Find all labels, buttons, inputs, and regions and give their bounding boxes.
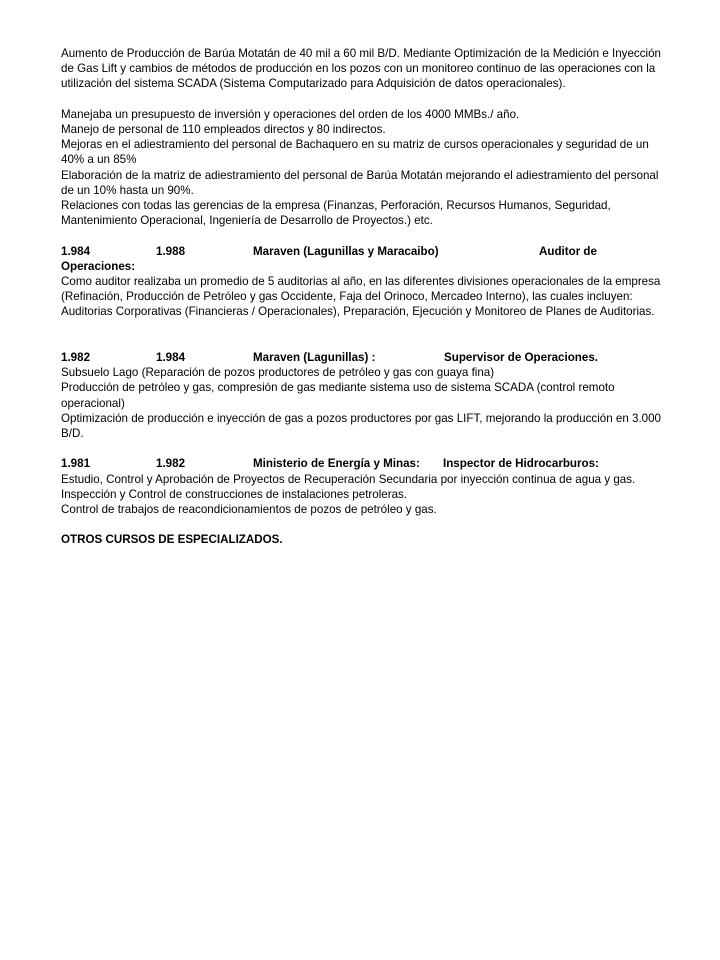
job-header-auditor — [61, 244, 671, 259]
intro-paragraph-staff: Manejo de personal de 110 empleados directos y 80 indirectos. — [61, 123, 386, 136]
job-description-line: Producción de petróleo y gas, compresión de gas mediante sistema uso de sistema SCADA (control remoto operacional) — [61, 381, 615, 410]
job-company: Ministerio de Energía y Minas: — [253, 457, 420, 471]
job-end-year: 1.988 — [156, 244, 186, 258]
job-description: Como auditor realizaba un promedio de 5 auditorias al año, en las diferentes divisiones operacionales de la empresa (Refinación, Producción de Petróleo y gas Occidente, Faja del Orinoco, Mercadeo Interno), las cuales incluyen: Auditorias Corporativas (Financieras / Operacionales), Preparación, Ejecución y Monitoreo de Planes de Auditorias. — [61, 275, 661, 319]
job-role: Supervisor de Operaciones. — [444, 350, 598, 364]
job-description-line: Subsuelo Lago (Reparación de pozos productores de petróleo y gas con guaya fina) — [61, 366, 495, 380]
job-company: Maraven (Lagunillas y Maracaibo) — [253, 244, 439, 258]
job-description-line: Estudio, Control y Aprobación de Proyectos de Recuperación Secundaria por inyección continua de agua y gas. — [61, 472, 636, 486]
job-description-line: Inspección y Control de construcciones de instalaciones petroleras. — [61, 487, 408, 501]
job-company: Maraven (Lagunillas) : — [253, 350, 376, 364]
section-heading-courses: OTROS CURSOS DE ESPECIALIZADOS. — [61, 533, 283, 547]
intro-paragraph-relations: Relaciones con todas las gerencias de la empresa (Finanzas, Perforación, Recursos Humanos, Seguridad, Mantenimiento Operacional, Ingeniería de Desarrollo de Proyectos.) etc. — [61, 199, 611, 228]
job-start-year: 1.981 — [61, 457, 91, 471]
job-header-inspector — [61, 456, 671, 471]
job-description-line: Control de trabajos de reacondicionamientos de pozos de petróleo y gas. — [61, 502, 437, 516]
resume-page — [61, 46, 671, 548]
intro-paragraph-budget: Manejaba un presupuesto de inversión y operaciones del orden de los 4000 MMBs./ año. — [61, 107, 520, 121]
job-end-year: 1.984 — [156, 350, 186, 364]
intro-paragraph-training-barua: Elaboración de la matriz de adiestramiento del personal de Barúa Motatán mejorando el adiestramiento del personal de un 10% hasta un 90%. — [61, 168, 659, 197]
job-end-year: 1.982 — [156, 457, 186, 471]
job-start-year: 1.984 — [61, 244, 91, 258]
job-role: Auditor de — [539, 244, 597, 258]
intro-paragraph-production: Aumento de Producción de Barúa Motatán de 40 mil a 60 mil B/D. Mediante Optimización de la Medición e Inyección de Gas Lift y cambios de métodos de producción en los pozos con un monitoreo continuo de las operaciones con la utilización del sistema SCADA (Sistema Computarizado para Adquisición de datos operacionales). — [61, 47, 661, 91]
intro-paragraph-training-bachaquero: Mejoras en el adiestramiento del personal de Bachaquero en su matriz de cursos operacionales y seguridad de un 40% a un 85% — [61, 138, 649, 167]
job-description-line: Optimización de producción e inyección de gas a pozos productores por gas LIFT, mejorando la producción en 3.000 B/D. — [61, 411, 662, 440]
job-start-year: 1.982 — [61, 350, 91, 364]
job-role-continued: Operaciones: — [61, 259, 136, 273]
job-header-supervisor — [61, 350, 671, 365]
job-role: Inspector de Hidrocarburos: — [443, 457, 599, 471]
